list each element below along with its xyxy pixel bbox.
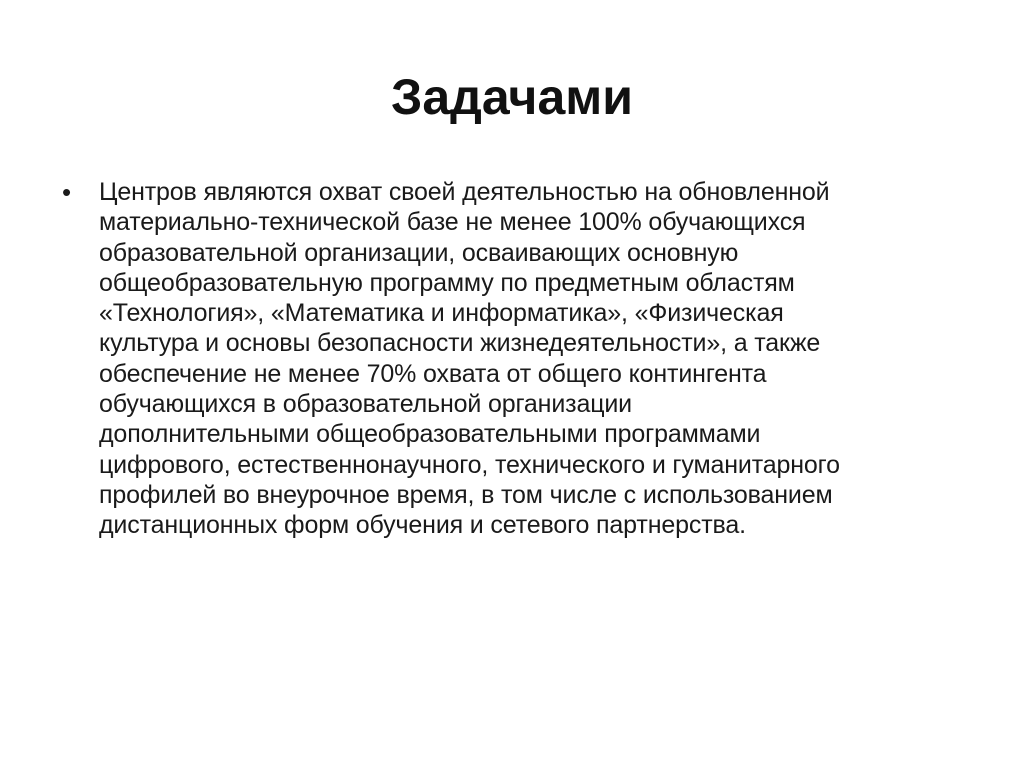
bullet-text-line: Центров являются охват своей деятельностью на обновленной <box>99 178 830 206</box>
bullet-list <box>62 177 962 541</box>
bullet-text-line: материально-технической базе не менее 100% обучающихся <box>99 208 806 237</box>
bullet-icon: • <box>62 177 72 207</box>
bullet-text-line: дополнительными общеобразовательными программами <box>99 420 761 449</box>
bullet-text-line: «Технология», «Математика и информатика», «Физическая <box>99 299 784 328</box>
bullet-text-line: цифрового, естественнонаучного, технического и гуманитарного <box>99 450 840 479</box>
slide-title: Задачами <box>391 69 633 125</box>
bullet-text-line: культура и основы безопасности жизнедеятельности», а также <box>99 329 821 358</box>
bullet-text-line: обучающихся в образовательной организации <box>99 390 632 419</box>
bullet-text-line: общеобразовательную программу по предметным областям <box>99 268 795 297</box>
bullet-text-line: профилей во внеурочное время, в том числе с использованием <box>99 480 833 509</box>
bullet-text-line: образовательной организации, осваивающих основную <box>99 238 739 267</box>
bullet-text-line: обеспечение не менее 70% охвата от общего контингента <box>99 359 767 388</box>
bullet-text-line: дистанционных форм обучения и сетевого партнерства. <box>99 511 746 540</box>
bullet-item <box>62 177 962 541</box>
